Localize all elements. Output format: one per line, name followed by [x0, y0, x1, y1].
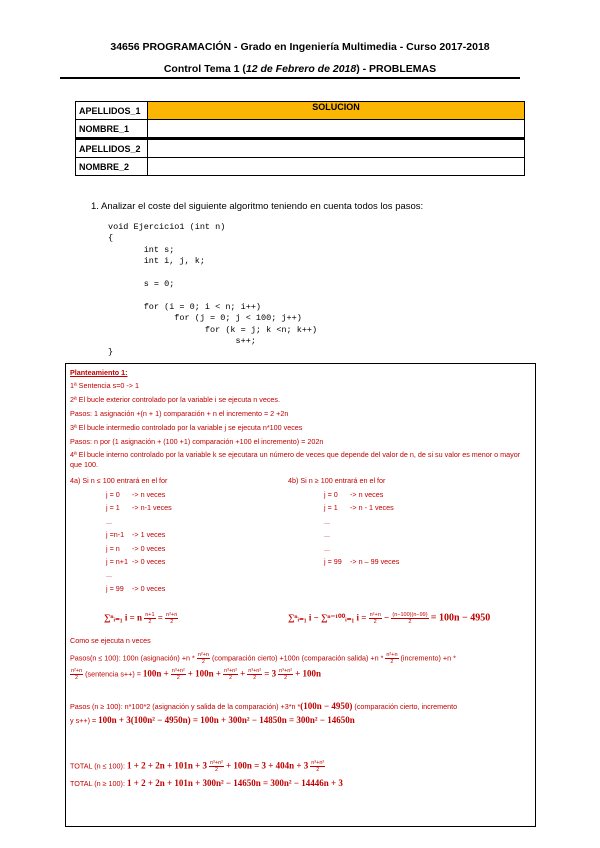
case-a-j-4: j = n [106, 543, 120, 553]
apellidos-2-field[interactable] [148, 139, 525, 158]
pasos-b-line-1: Pasos (n ≥ 100): n*100*2 (asignación y salida de la comparación) +3*n *(100n − 4950) (comparación cierto, incremento [70, 701, 458, 711]
total-b: TOTAL (n ≥ 100): 1 + 2 + 2n + 101n + 300n² − 14650n = 300n² − 14446n + 3 [70, 778, 343, 788]
nombre-1-label: NOMBRE_1 [76, 120, 148, 139]
apellidos-2-label: APELLIDOS_2 [76, 139, 148, 158]
case-b-j-0: j = 0 [324, 490, 338, 499]
como-text: Como se ejecuta n veces [70, 636, 151, 645]
case-a-v-7: -> 0 veces [132, 583, 166, 593]
header-line-1: 34656 PROGRAMACIÓN - Grado en Ingeniería Multimedia - Curso 2017-2018 [110, 41, 490, 53]
case-b-j-5: j = 99 [324, 557, 342, 566]
case-a-j-0: j = 0 [106, 490, 120, 499]
header-rule [60, 77, 520, 79]
step-4: 4ª El bucle interno controlado por la variable k se ejecutara un número de veces que depende del valor de n, de si su valor es menor o mayor que 100. [70, 450, 521, 469]
case-b-j-1: j = 1 [324, 503, 338, 513]
pasos-a-line-2: $\frac{\text{n²+n}}{2}$ (sentencia s++) = 100n + $\frac{\text{n³+n²}}{2}$ + 100n + $\frac{\text{n³+n²}}{2}$ + $\frac{\text{n³+n²}}{2}$ = 3 $\frac{\text{n³+n²}}{2}$ + 100n [71, 668, 321, 681]
total-a: TOTAL (n ≤ 100): 1 + 2 + 2n + 101n + 3 $\frac{\text{n³+n²}}{2}$ + 100n = 3 + 404n + 3 $\frac{\text{n³+n²}}{2}$ [70, 760, 325, 773]
solucion-cell[interactable]: SOLUCION [148, 102, 525, 120]
step-3: 3ª El bucle intermedio controlado por la variable j se ejecuta n*100 veces [70, 423, 303, 432]
case-a-j-6: ... [106, 570, 112, 580]
step-1: 1ª Sentencia s=0 -> 1 [70, 381, 139, 390]
case-b-v-5: -> n – 99 veces [350, 557, 400, 566]
case-b-v-0: -> n veces [350, 490, 384, 499]
case-b-title: 4b) Si n ≥ 100 entrará en el for [288, 476, 386, 485]
pasos-b-line-2: y s++) = 100n + 3(100n² − 4950n) = 100n + 300n² − 14850n = 300n² − 14650n [70, 715, 355, 725]
header-line-2-post: ) - PROBLEMAS [356, 63, 437, 75]
case-a-j-7: j = 99 [106, 583, 124, 593]
apellidos-1-label: APELLIDOS_1 [76, 102, 148, 120]
case-a-v-0: -> n veces [132, 490, 166, 499]
step-3-pasos: Pasos: n por (1 asignación + (100 +1) comparación +100 el incremento) = 202n [70, 437, 324, 446]
case-a-v-4: -> 0 veces [132, 543, 166, 553]
case-a-j-3: j =n-1 [106, 530, 125, 540]
case-a-title: 4a) Si n ≤ 100 entrará en el for [70, 476, 168, 485]
nombre-2-field[interactable] [148, 158, 525, 176]
case-a-j-1: j = 1 [106, 503, 120, 513]
case-a-j-2: ... [106, 516, 112, 526]
sum-a: ∑ⁿᵢ₌₁ i = n $\frac{n+1}{2}$ = $\frac{\text{n²+n}}{2}$ [104, 612, 178, 625]
case-a-v-3: -> 1 veces [132, 530, 166, 540]
case-b-j-2: ... [324, 516, 330, 526]
step-2-pasos: Pasos: 1 asignación +(n + 1) comparación + n el incremento = 2 +2n [70, 409, 289, 418]
header-line-2-pre: Control Tema 1 ( [163, 63, 246, 75]
case-a-j-5: j = n+1 [106, 557, 128, 566]
case-a-v-5: -> 0 veces [132, 557, 166, 566]
case-b-v-1: -> n - 1 veces [350, 503, 394, 513]
solution-title: Planteamiento 1: [70, 368, 128, 377]
student-id-table [75, 101, 525, 176]
header-date: 12 de Febrero de 2018 [245, 63, 357, 75]
nombre-2-label: NOMBRE_2 [76, 158, 148, 176]
header-line-2 [0, 63, 600, 75]
case-a-v-1: -> n-1 veces [132, 503, 172, 513]
code-block: void Ejercicio1 (int n) { int s; int i, j, k; s = 0; for (i = 0; i < n; i++) for (j = 0; j < 100; j++) for (k = j; k <n; k++) s++; } [108, 222, 318, 358]
case-b-j-4: ... [324, 543, 330, 553]
case-b-j-3: ... [324, 530, 330, 540]
pasos-a-line-1: Pasos(n ≤ 100): 100n (asignación) +n * $\frac{\text{n²+n}}{2}$ (comparación cierto) +100n (comparación salida) +n * $\frac{\text{n²+n}}{2}$ (incremento) +n * [70, 652, 456, 665]
nombre-1-field[interactable] [148, 120, 525, 139]
step-2: 2ª El bucle exterior controlado por la variable i se ejecuta n veces. [70, 395, 281, 404]
sum-b: ∑ⁿᵢ₌₁ i − ∑ⁿ⁻¹⁰⁰ᵢ₌₁ i = $\frac{\text{n²+n}}{2}$ − $\frac{(n-100)(n-99)}{2}$ = 100n − 4950 [288, 612, 491, 625]
solution-box [65, 363, 536, 827]
question-1: 1. Analizar el coste del siguiente algoritmo teniendo en cuenta todos los pasos: [91, 201, 424, 212]
